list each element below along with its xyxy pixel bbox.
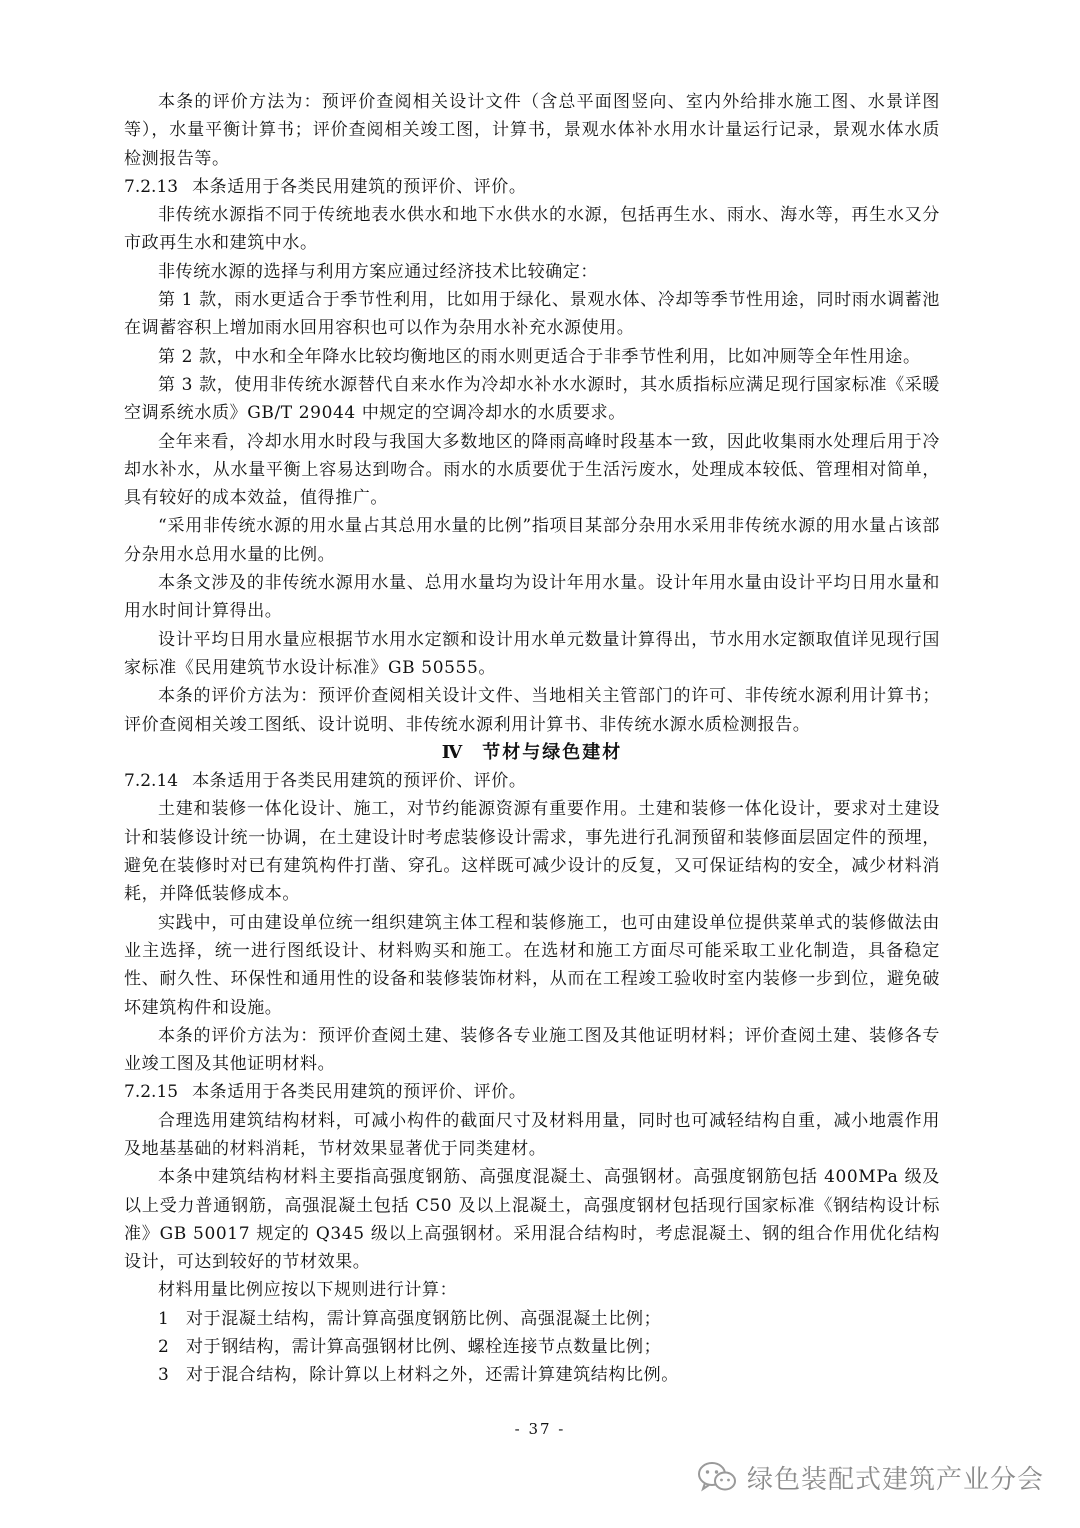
list-item-text: 对于混凝土结构，需计算高强度钢筋比例、高强混凝土比例； (186, 1308, 662, 1329)
clause-text: 本条适用于各类民用建筑的预评价、评价。 (192, 1082, 527, 1103)
body-paragraph: 材料用量比例应按以下规则进行计算： (158, 1280, 458, 1301)
body-paragraph: 非传统水源指不同于传统地表水供水和地下水供水的水源，包括再生水、雨水、海水等，再生水又分市政再生水和建筑中水。 (124, 205, 940, 254)
clause-paragraph (124, 173, 940, 201)
body-paragraph: 本条的评价方法为：预评价查阅相关设计文件（含总平面图竖向、室内外给排水施工图、水景详图等），水量平衡计算书；评价查阅相关竣工图，计算书，景观水体补水用水计量运行记录，景观水体水质检测报告等。 (124, 92, 940, 169)
body-paragraph: 本条中建筑结构材料主要指高强度钢筋、高强度混凝土、高强钢材。高强度钢筋包括 400MPa 级及以上受力普通钢筋，高强混凝土包括 C50 及以上混凝土，高强度钢材包括现行国家标准《钢结构设计标准》GB 50017 规定的 Q345 级以上高强钢材。采用混合结构时，考虑混凝土、钢的组合作用优化结构设计，可达到较好的节材效果。 (124, 1167, 940, 1273)
clause-number: 7.2.15 (124, 1082, 179, 1103)
body-paragraph: 设计平均日用水量应根据节水用水定额和设计用水单元数量计算得出，节水用水定额取值详见现行国家标准《民用建筑节水设计标准》GB 50555。 (124, 629, 940, 678)
body-paragraph: 本条的评价方法为：预评价查阅土建、装修各专业施工图及其他证明材料；评价查阅土建、装修各专业竣工图及其他证明材料。 (124, 1025, 940, 1075)
body-paragraph: 第 3 款，使用非传统水源替代自来水作为冷却水补水水源时，其水质指标应满足现行国家标准《采暖空调系统水质》GB/T 29044 中规定的空调冷却水的水质要求。 (124, 374, 940, 424)
section-title: 节材与绿色建材 (482, 741, 623, 763)
body-paragraph: 全年来看，冷却水用水时段与我国大多数地区的降雨高峰时段基本一致，因此收集雨水处理后用于冷却水补水，从水量平衡上容易达到吻合。雨水的水质要优于生活污废水，处理成本较低、管理相对简单，具有较好的成本效益，值得推广。 (124, 431, 940, 509)
clause-number: 7.2.13 (124, 176, 179, 197)
page-number: - 37 - (514, 1420, 566, 1438)
clause-paragraph (124, 767, 940, 795)
body-paragraph: 非传统水源的选择与利用方案应通过经济技术比较确定： (158, 261, 598, 282)
list-item-text: 对于混合结构，除计算以上材料之外，还需计算建筑结构比例。 (186, 1365, 679, 1386)
wechat-icon (697, 1460, 737, 1494)
clause-number: 7.2.14 (124, 771, 179, 792)
body-paragraph: 合理选用建筑结构材料，可减小构件的截面尺寸及材料用量，同时也可减轻结构自重，减小地震作用及地基基础的材料消耗，节材效果显著优于同类建材。 (124, 1110, 940, 1159)
body-paragraph: 第 2 款，中水和全年降水比较均衡地区的雨水则更适合于非季节性利用，比如冲厕等全年性用途。 (158, 346, 921, 367)
section-heading (124, 739, 940, 767)
body-paragraph: “采用非传统水源的用水量占其总用水量的比例”指项目某部分杂用水采用非传统水源的用水量占该部分杂用水总用水量的比例。 (124, 516, 940, 565)
list-item (124, 1361, 940, 1389)
body-paragraph: 本条文涉及的非传统水源用水量、总用水量均为设计年用水量。设计年用水量由设计平均日用水量和用水时间计算得出。 (124, 573, 940, 622)
section-number: Ⅳ (441, 741, 465, 763)
clause-text: 本条适用于各类民用建筑的预评价、评价。 (192, 771, 527, 792)
list-item (124, 1305, 940, 1333)
body-paragraph: 本条的评价方法为：预评价查阅相关设计文件、当地相关主管部门的许可、非传统水源利用计算书；评价查阅相关竣工图纸、设计说明、非传统水源利用计算书、非传统水源水质检测报告。 (124, 686, 940, 735)
list-item-number: 3 (158, 1365, 170, 1386)
watermark-text: 绿色装配式建筑产业分会 (746, 1464, 1044, 1495)
body-paragraph: 实践中，可由建设单位统一组织建筑主体工程和装修施工，也可由建设单位提供菜单式的装修做法由业主选择，统一进行图纸设计、材料购买和施工。在选材和施工方面尽可能采取工业化制造，具备稳定性、耐久性、环保性和通用性的设备和装修装饰材料，从而在工程竣工验收时室内装修一步到位，避免破坏建筑构件和设施。 (124, 912, 940, 1018)
clause-text: 本条适用于各类民用建筑的预评价、评价。 (192, 176, 527, 197)
list-item-text: 对于钢结构，需计算高强钢材比例、螺栓连接节点数量比例； (186, 1337, 662, 1358)
body-paragraph: 第 1 款，雨水更适合于季节性利用，比如用于绿化、景观水体、冷却等季节性用途，同时雨水调蓄池在调蓄容积上增加雨水回用容积也可以作为杂用水补充水源使用。 (124, 290, 940, 339)
clause-paragraph (124, 1078, 940, 1106)
body-paragraph: 土建和装修一体化设计、施工，对节约能源资源有重要作用。土建和装修一体化设计，要求对土建设计和装修设计统一协调，在土建设计时考虑装修设计需求，事先进行孔洞预留和装修面层固定件的预埋，避免在装修时对已有建筑构件打凿、穿孔。这样既可减少设计的反复，又可保证结构的安全，减少材料消耗，并降低装修成本。 (124, 799, 940, 905)
list-item-number: 1 (158, 1308, 170, 1329)
document-body (124, 88, 940, 1390)
watermark (697, 1458, 1044, 1496)
list-item (124, 1333, 940, 1361)
list-item-number: 2 (158, 1337, 170, 1358)
